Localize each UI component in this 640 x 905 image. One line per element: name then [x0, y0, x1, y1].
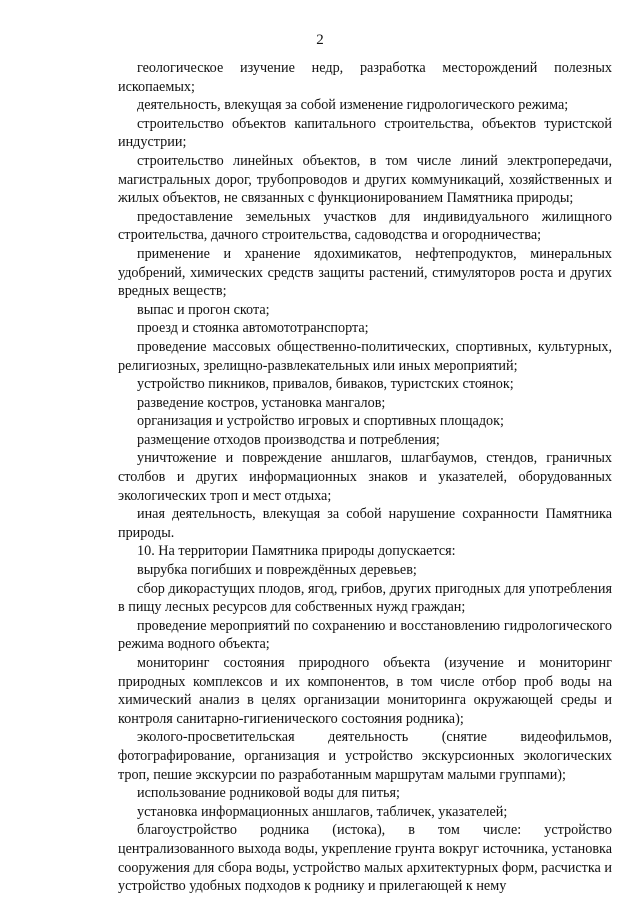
paragraph-waste: размещение отходов производства и потребления; — [137, 431, 440, 448]
paragraph-gathering: сбор дикорастущих плодов, ягод, грибов, других пригодных для употребления в пищу лесных ресурсов для собственных нужд граждан; — [118, 580, 612, 616]
paragraph-monitoring: мониторинг состояния природного объекта (изучение и мониторинг природных комплексов и их компонентов, в том числе отбор проб воды на химический анализ в целях организации мониторинга окружающей среды и контроля санитарно-гигиенического состояния родника); — [118, 655, 612, 727]
page-number: 2 — [316, 32, 324, 48]
paragraph-land-plots: предоставление земельных участков для индивидуального жилищного строительства, дачного строительства, садоводства и огородничества; — [118, 208, 612, 244]
paragraph-livestock: выпас и прогон скота; — [137, 301, 270, 318]
paragraph-info-signs: установка информационных аншлагов, табличек, указателей; — [137, 803, 508, 820]
paragraph-hydrology-restore: проведение мероприятий по сохранению и восстановлению гидрологического режима водного объекта; — [118, 617, 612, 653]
paragraph-spring-water: использование родниковой воды для питья; — [137, 785, 400, 802]
paragraph-felling: вырубка погибших и повреждённых деревьев; — [137, 562, 417, 579]
paragraph-chemicals: применение и хранение ядохимикатов, нефтепродуктов, минеральных удобрений, химических средств защиты растений, стимуляторов роста и других вредных веществ; — [118, 245, 612, 300]
paragraph-section-10-heading: 10. На территории Памятника природы допускается: — [137, 543, 456, 560]
paragraph-vehicles: проезд и стоянка автомототранспорта; — [137, 320, 369, 337]
paragraph-fires: разведение костров, установка мангалов; — [137, 394, 386, 411]
paragraph-other-activity: иная деятельность, влекущая за собой нарушение сохранности Памятника природы. — [118, 506, 612, 541]
paragraph-eco-education: эколого-просветительская деятельность (снятие видеофильмов, фотографирование, организация и устройство экскурсионных экологических троп, пешие экскурсии по разработанным маршрутам малыми группами); — [118, 729, 612, 783]
paragraph-linear-objects: строительство линейных объектов, в том числе линий электропередачи, магистральных дорог, трубопроводов и других коммуникаций, хозяйственных и жилых объектов, не связанных с функционированием Памятника природы; — [118, 152, 612, 207]
paragraph-picnics: устройство пикников, привалов, бивaков, туристских стоянок; — [137, 376, 514, 393]
paragraph-geology: геологическое изучение недр, разработка месторождений полезных ископаемых; — [118, 60, 612, 95]
paragraph-hydrology-change: деятельность, влекущая за собой изменение гидрологического режима; — [137, 97, 569, 114]
paragraph-playgrounds: организация и устройство игровых и спортивных площадок; — [137, 413, 504, 430]
paragraph-mass-events: проведение массовых общественно-политических, спортивных, культурных, религиозных, зрелищно-развлекательных или иных мероприятий; — [118, 338, 612, 374]
paragraph-signs-damage: уничтожение и повреждение аншлагов, шлагбаумов, стендов, граничных столбов и других информационных знаков и указателей, оборудованных экологических троп и мест отдыха; — [118, 450, 612, 504]
paragraph-capital-construction: строительство объектов капитального строительства, объектов туристской индустрии; — [118, 115, 612, 151]
document-body — [118, 59, 612, 896]
paragraph-spring-improvement: благоустройство родника (истока), в том числе: устройство централизованного выхода воды, укрепление грунта вокруг источника, установка сооружения для сбора воды, устройство малых архитектурных форм, расчистка и устройство удобных подходов к роднику и прилегающей к нему — [118, 822, 612, 895]
